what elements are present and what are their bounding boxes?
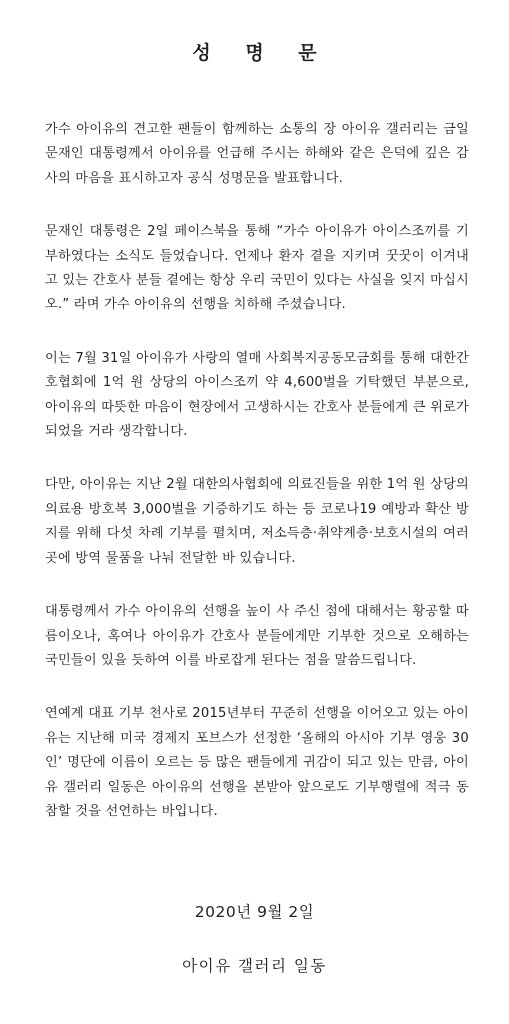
statement-body xyxy=(45,118,469,853)
statement-date: 2020년 9월 2일 xyxy=(194,903,315,921)
paragraph-4: 다만, 아이유는 지난 2월 대한의사협회에 의료진들을 위한 1억 원 상당의 의료용 방호복 3,000벌을 기증하기도 하는 등 코로나19 예방과 확산 방지를 위해 다섯 차례 기부를 펼치며, 저소득층·취약계층·보호시설의 여러 곳에 방역 물품을 나눠 전달한 바 있습니다. xyxy=(45,477,469,566)
paragraph-3: 이는 7월 31일 아이유가 사랑의 열매 사회복지공동모금회를 통해 대한간호협회에 1억 원 상당의 아이스조끼 약 4,600벌을 기탁했던 부분으로, 아이유의 따뜻한 마음이 현장에서 고생하시는 간호사 분들에게 큰 위로가 되었을 거라 생각합니다. xyxy=(45,350,469,440)
paragraph-5: 대통령께서 가수 아이유의 선행을 높이 사 주신 점에 대해서는 황공할 따름이오나, 혹여나 아이유가 간호사 분들에게만 기부한 것으로 오해하는 국민들이 있을 듯하여 이를 바로잡게 된다는 점을 말씀드립니다. xyxy=(45,604,469,668)
document-title: 성 명 문 xyxy=(192,42,331,64)
statement-signer: 아이유 갤러리 일동 xyxy=(182,957,327,975)
paragraph-6: 연예계 대표 기부 천사로 2015년부터 꾸준히 선행을 이어오고 있는 아이유는 지난해 미국 경제지 포브스가 선정한 ‘올해의 아시아 기부 영웅 30인’ 명단에 이름이 오르는 등 많은 팬들에게 귀감이 되고 있는 만큼, 아이유 갤러리 일동은 아이유의 선행을 본받아 앞으로도 기부행렬에 적극 동참할 것을 선언하는 바입니다. xyxy=(45,706,469,819)
paragraph-1: 가수 아이유의 견고한 팬들이 함께하는 소통의 장 아이유 갤러리는 금일 문재인 대통령께서 아이유를 언급해 주시는 하해와 같은 은덕에 깊은 감사의 마음을 표시하고자 공식 성명문을 발표합니다. xyxy=(45,122,469,186)
paragraph-2: 문재인 대통령은 2일 페이스북을 통해 “가수 아이유가 아이스조끼를 기부하였다는 소식도 들었습니다. 언제나 환자 곁을 지키며 꿋꿋이 이겨내고 있는 간호사 분들 곁에는 항상 우리 국민이 있다는 사실을 잊지 마십시오.” 라며 가수 아이유의 선행을 치하해 주셨습니다. xyxy=(45,224,469,313)
